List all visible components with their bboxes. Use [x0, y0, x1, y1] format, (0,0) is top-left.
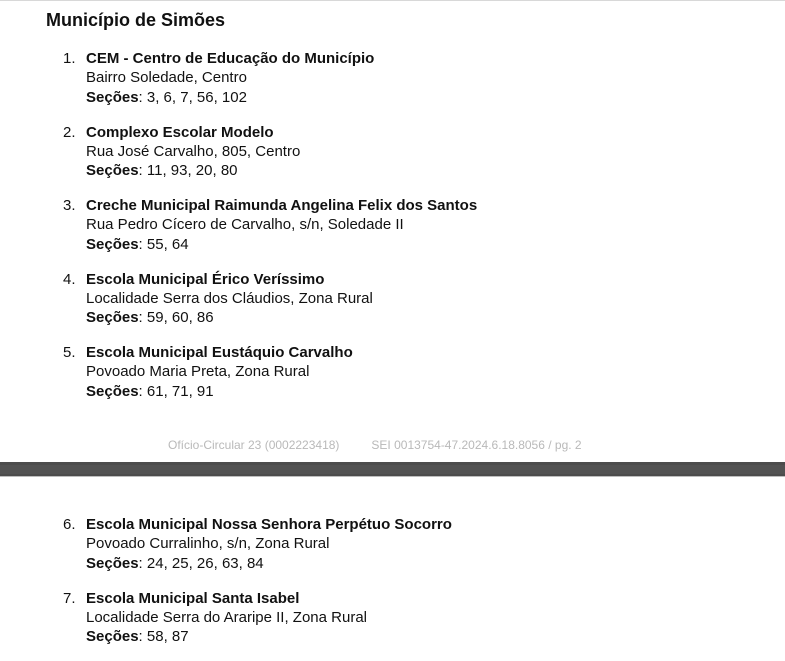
- school-name: Escola Municipal Nossa Senhora Perpétuo Socorro: [86, 516, 452, 533]
- school-sections: [86, 88, 374, 107]
- sections-label: Seções: [86, 162, 139, 180]
- municipality-heading: Município de Simões: [46, 10, 226, 30]
- school-name: Creche Municipal Raimunda Angelina Felix dos Santos: [86, 197, 478, 214]
- item-number: 2.: [63, 123, 76, 141]
- page-top-edge: [0, 0, 785, 1]
- sections-values: : 55, 64: [138, 235, 189, 253]
- item-body: [86, 589, 367, 647]
- document-page-2: [0, 477, 785, 661]
- sections-label: Seções: [86, 235, 139, 253]
- sections-label: Seções: [86, 382, 139, 400]
- school-name: Complexo Escolar Modelo: [86, 123, 274, 141]
- item-body: [86, 270, 373, 328]
- item-body: [86, 49, 374, 107]
- sections-label: Seções: [86, 88, 139, 106]
- sections-values: : 58, 87: [138, 628, 189, 646]
- item-number: 1.: [63, 50, 76, 67]
- school-address: Localidade Serra do Araripe II, Zona Rural: [86, 608, 367, 626]
- school-address: Bairro Soledade, Centro: [86, 69, 247, 87]
- item-body: [86, 123, 300, 181]
- item-number: 5.: [63, 344, 76, 361]
- sections-label: Seções: [86, 628, 139, 646]
- sections-label: Seções: [86, 554, 139, 572]
- school-address: Povoado Curralinho, s/n, Zona Rural: [86, 535, 330, 553]
- sections-values: : 61, 71, 91: [138, 382, 214, 400]
- school-address: Povoado Maria Preta, Zona Rural: [86, 363, 310, 381]
- footer-document-reference: Ofício-Circular 23 (0002223418): [168, 438, 340, 452]
- item-number: 6.: [63, 516, 76, 533]
- item-body: [86, 515, 452, 573]
- school-sections: [86, 235, 477, 254]
- item-number: 7.: [63, 589, 76, 607]
- sections-values: : 59, 60, 86: [138, 309, 214, 327]
- school-name: Escola Municipal Santa Isabel: [86, 589, 300, 607]
- item-number: 4.: [63, 270, 76, 288]
- school-address: Rua José Carvalho, 805, Centro: [86, 142, 301, 160]
- school-sections: [86, 627, 367, 646]
- school-sections: [86, 161, 300, 180]
- sections-values: : 24, 25, 26, 63, 84: [138, 554, 264, 572]
- item-number: 3.: [63, 197, 76, 214]
- school-address: Localidade Serra dos Cláudios, Zona Rural: [86, 289, 373, 307]
- school-sections: [86, 308, 373, 327]
- item-body: [86, 196, 477, 254]
- page-separator: [0, 462, 785, 477]
- footer-sei-reference: SEI 0013754-47.2024.6.18.8056 / pg. 2: [371, 438, 582, 452]
- school-sections: [86, 554, 452, 573]
- school-name: Escola Municipal Érico Veríssimo: [86, 270, 325, 288]
- school-address: Rua Pedro Cícero de Carvalho, s/n, Soledade II: [86, 216, 404, 234]
- sections-label: Seções: [86, 309, 139, 327]
- school-name: Escola Municipal Eustáquio Carvalho: [86, 344, 353, 361]
- school-name: CEM - Centro de Educação do Município: [86, 50, 375, 67]
- item-body: [86, 343, 353, 401]
- school-sections: [86, 382, 353, 401]
- page-footer: [168, 437, 582, 453]
- sections-values: : 11, 93, 20, 80: [138, 162, 238, 180]
- sections-values: : 3, 6, 7, 56, 102: [138, 88, 247, 106]
